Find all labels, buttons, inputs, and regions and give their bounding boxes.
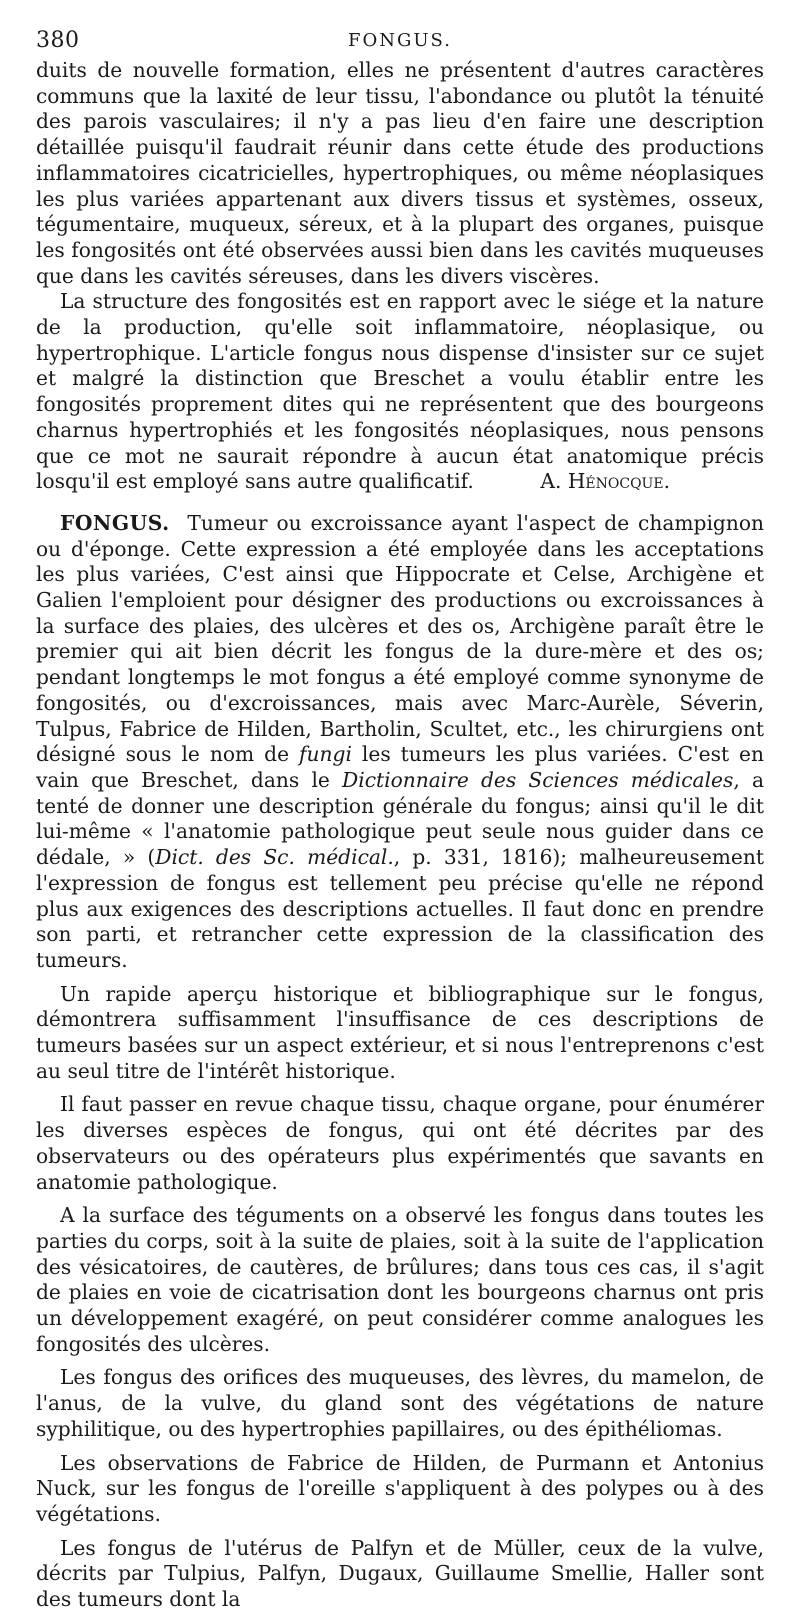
text-span: Tumeur ou excroissance ayant l'aspect de champignon ou d'éponge. Cette expression a été employée dans les acceptations les plus variées, C'est ainsi que Hippocrate et Celse, Archigène et Galien l'emploient pour désigner des productions ou excroissances à la surface des plaies, des ulcères et des os, Archigène paraît être le premier qui ait bien décrit les fongus de la dure-mère et des os; pendant longtemps le mot fongus a été employé comme synonyme de fongosités, ou d'excroissances, mais avec Marc-Aurèle, Séverin, Tulpus, Fabrice de Hilden, Bartholin, Scultet, etc., les chirurgiens ont désigné sous le nom de bbox=[36, 510, 764, 767]
italic-term: fungi bbox=[299, 742, 352, 767]
headword: FONGUS. bbox=[60, 510, 170, 535]
paragraph: Les fongus des orifices des muqueuses, des lèvres, du mamelon, de l'anus, de la vulve, du gland sont des végétations de nature syphilitique, ou des hypertrophies papillaires, ou des épithéliomas. bbox=[36, 1365, 764, 1441]
paragraph: A la surface des téguments on a observé les fongus dans toutes les parties du corps, soit à la suite de plaies, soit à la suite de l'application des vésicatoires, de cautères, de brûlures; dans tous ces cas, il s'agit de plaies en voie de cicatrisation dont les bourgeons charnus ont pris un développement exagéré, on peut considérer comme analogues les fongosités des ulcères. bbox=[36, 1203, 764, 1356]
text-span: les tumeurs les plus variées. C'est en vain que Breschet, dans le bbox=[36, 742, 765, 792]
page-number: 380 bbox=[36, 28, 80, 53]
page-header bbox=[36, 22, 764, 58]
italic-citation: Dict. des Sc. médical. bbox=[155, 845, 394, 870]
text-span: , p. 331, 1816); malheureusement l'expression de fongus est tellement peu précise qu'elle ne répond plus aux exigences des descriptions actuelles. Il faut donc en prendre son parti, et retrancher cette expression de la classification des tumeurs. bbox=[36, 845, 764, 972]
running-title: FONGUS. bbox=[348, 30, 452, 51]
paragraph bbox=[36, 511, 764, 974]
paragraph: duits de nouvelle formation, elles ne présentent d'autres caractères communs que la laxité de leur tissu, l'abondance ou plutôt la ténuité des parois vasculaires; il n'y a pas lieu d'en faire une description détaillée puisqu'il faudrait réunir dans cette étude des productions inflammatoires cicatricielles, hypertrophiques, ou même néoplasiques les plus variées appartenant aux divers tissus et systèmes, osseux, tégumentaire, muqueux, séreux, et à la plupart des organes, puisque les fongosités ont été observées aussi bien dans les cavités muqueuses que dans les cavités séreuses, dans les divers viscères. bbox=[36, 58, 764, 288]
paragraph: La structure des fongosités est en rapport avec le siége et la nature de la production, qu'elle soit inflammatoire, néoplasique, ou hypertrophique. L'article fongus nous dispense d'insister sur ce sujet et malgré la distinction que Breschet a voulu établir entre les fongosités proprement dites qui ne représentent que des bourgeons charnus hypertrophiés et les fongosités néoplasiques, nous pensons que ce mot ne saurait répondre à aucun état anatomique précis losqu'il est employé sans autre qualificatif. bbox=[36, 289, 764, 494]
paragraph: Les observations de Fabrice de Hilden, de Purmann et Antonius Nuck, sur les fongus de l'oreille s'appliquent à des polypes ou à des végétations. bbox=[36, 1450, 764, 1526]
text-span: , a tenté de donner une description générale du fongus; ainsi qu'il le dit lui-même « l'anatomie pathologique peut seule nous guider dans ce dédale, » ( bbox=[36, 768, 765, 870]
article-fongosites bbox=[36, 58, 764, 495]
paragraph: Il faut passer en revue chaque tissu, chaque organe, pour énumérer les diverses espèces de fongus, qui ont été décrites par des observateurs ou des opérateurs plus expérimentés que savants en anatomie pathologique. bbox=[36, 1092, 764, 1194]
paragraph: Un rapide aperçu historique et bibliographique sur le fongus, démontrera suffisamment l'insuffisance de ces descriptions de tumeurs basées sur un aspect extérieur, et si nous l'entreprenons c'est au seul titre de l'intérêt historique. bbox=[36, 981, 764, 1083]
page bbox=[36, 22, 764, 1613]
author-signature: A. Hénocque. bbox=[540, 469, 670, 494]
article-fongus bbox=[36, 511, 764, 1613]
italic-title: Dictionnaire des Sciences médicales bbox=[342, 768, 734, 792]
paragraph: Les fongus de l'utérus de Palfyn et de Müller, ceux de la vulve, décrits par Tulpius, Palfyn, Dugaux, Guillaume Smellie, Haller sont des tumeurs dont la bbox=[36, 1535, 764, 1612]
